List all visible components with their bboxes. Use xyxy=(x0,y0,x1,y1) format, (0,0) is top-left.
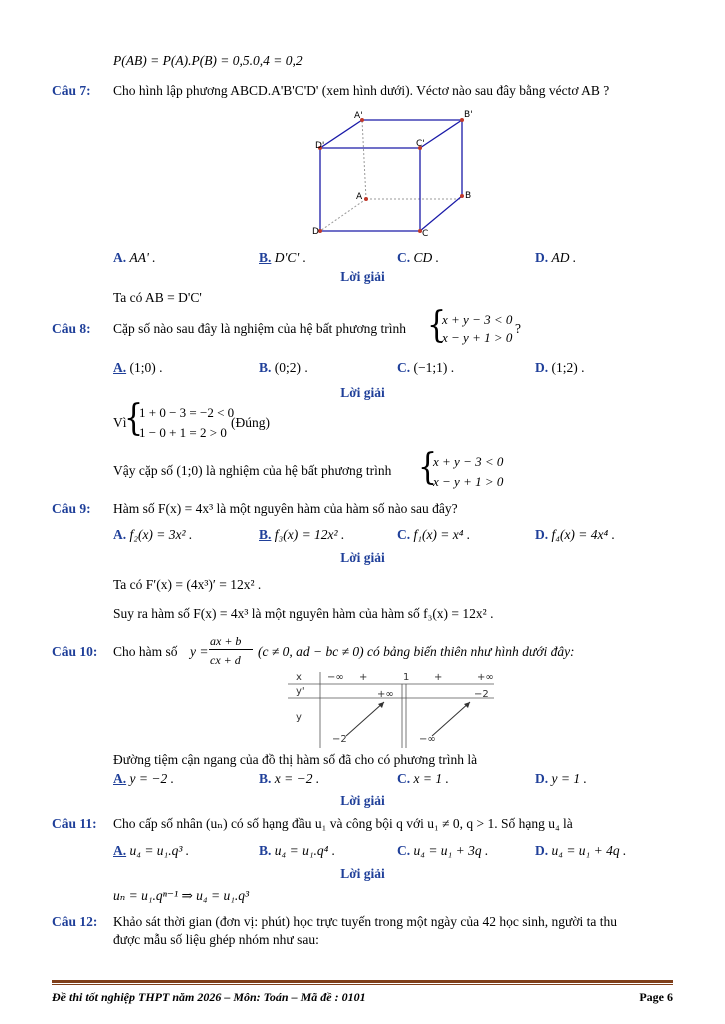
system-brace: { xyxy=(427,304,447,347)
q8-solution-heading: Lời giải xyxy=(340,385,385,400)
question-9-number: Câu 9: xyxy=(52,501,91,516)
label-c-prime: C' xyxy=(416,139,425,149)
q8-option-d: D. (1;2) . xyxy=(535,360,585,375)
footer-page-number: Page 6 xyxy=(639,990,673,1004)
q7-option-b: B. D'C' . xyxy=(259,250,307,265)
label-d-prime: D' xyxy=(315,141,325,151)
q11-solution-text: uₙ = u₁.qⁿ⁻¹ ⇒ u₄ = u₁.q³ xyxy=(113,888,250,903)
q10-y-equals: y = xyxy=(190,644,209,659)
q7-option-d: D. AD . xyxy=(535,250,577,265)
table-plus-1: + xyxy=(359,672,368,683)
table-neg-inf: −∞ xyxy=(327,672,344,683)
q10-fraction-num: ax + b xyxy=(210,634,242,648)
q8-sol-line-2: 1 − 0 + 1 = 2 > 0 xyxy=(139,425,227,440)
q10-option-a: A. y = −2 . xyxy=(113,771,174,786)
label-a: A xyxy=(356,192,363,202)
sol-brace-2: { xyxy=(418,446,438,489)
q8-system-line-2: x − y + 1 > 0 xyxy=(442,330,513,345)
top-formula: P(AB) = P(A).P(B) = 0,5.0,4 = 0,2 xyxy=(113,53,303,68)
q7-option-a: A. AA' . xyxy=(113,250,156,265)
q9-option-a: A. f₂(x) = 3x² . xyxy=(113,527,193,542)
q7-option-c: C. CD . xyxy=(397,250,440,265)
q9-option-b: B. f₃(x) = 12x² . xyxy=(259,527,345,542)
q11-option-c: C. u₄ = u₁ + 3q . xyxy=(397,843,489,858)
cube-figure xyxy=(300,106,490,240)
table-x-label: x xyxy=(296,672,302,683)
question-10-text-2: Đường tiệm cận ngang của đồ thị hàm số đã cho có phương trình là xyxy=(113,752,478,767)
question-7-text: Cho hình lập phương ABCD.A'B'C'D' (xem hình dưới). Véctơ nào sau đây bằng véctơ AB ? xyxy=(113,83,610,98)
question-11-number: Câu 11: xyxy=(52,816,97,831)
table-x-one: 1 xyxy=(403,672,410,683)
q9-option-d: D. f₄(x) = 4x⁴ . xyxy=(535,527,615,542)
question-12-number: Câu 12: xyxy=(52,914,98,929)
question-10-text-post: (c ≠ 0, ad − bc ≠ 0) có bảng biến thiên như hình dưới đây: xyxy=(258,644,575,659)
q11-solution-heading: Lời giải xyxy=(340,866,385,881)
q8-question-mark: ? xyxy=(515,321,521,336)
sol-brace: { xyxy=(124,397,144,440)
q8-option-b: B. (0;2) . xyxy=(259,360,308,375)
label-b: B xyxy=(465,191,472,201)
q10-option-d: D. y = 1 . xyxy=(535,771,587,786)
question-8-number: Câu 8: xyxy=(52,321,91,336)
q8-sol-conclusion: Vậy cặp số (1;0) là nghiệm của hệ bất phương trình xyxy=(113,463,392,478)
question-10-number: Câu 10: xyxy=(52,644,98,659)
footer-rule-thin xyxy=(52,984,673,985)
label-a-prime: A' xyxy=(354,111,363,121)
table-yprime-label: y' xyxy=(296,686,305,697)
q8-sol-line-1: 1 + 0 − 3 = −2 < 0 xyxy=(139,405,235,420)
q8-sol-correct: (Đúng) xyxy=(231,415,270,430)
q9-solution-heading: Lời giải xyxy=(340,550,385,565)
question-8-text: Cặp số nào sau đây là nghiệm của hệ bất phương trình xyxy=(113,321,407,336)
table-y-pos-inf: +∞ xyxy=(377,689,394,700)
table-y-minus2-bottom: −2 xyxy=(332,734,347,745)
q7-solution-heading: Lời giải xyxy=(340,269,385,284)
table-pos-inf: +∞ xyxy=(477,672,494,683)
table-y-neg-inf: −∞ xyxy=(419,734,436,745)
q11-option-d: D. u₄ = u₁ + 4q . xyxy=(535,843,627,858)
question-11-text: Cho cấp số nhân (uₙ) có số hạng đầu u₁ và công bội q với u₁ ≠ 0, q > 1. Số hạng u₄ là xyxy=(113,816,573,831)
label-b-prime: B' xyxy=(464,110,473,120)
question-12-text-2: được mẫu số liệu ghép nhóm như sau: xyxy=(113,932,319,947)
table-y-label: y xyxy=(296,712,302,723)
q11-option-b: B. u₄ = u₁.q⁴ . xyxy=(259,843,336,858)
table-y-minus2-top: −2 xyxy=(474,689,489,700)
q9-sol-line-1: Ta có F′(x) = (4x³)′ = 12x² . xyxy=(113,577,262,592)
footer-exam-title: Đề thi tốt nghiệp THPT năm 2026 – Môn: Toán – Mã đề : 0101 xyxy=(52,990,366,1004)
question-12-text-1: Khảo sát thời gian (đơn vị: phút) học trực tuyến trong một ngày của 42 học sinh, người ta thu xyxy=(113,914,617,929)
question-9-text: Hàm số F(x) = 4x³ là một nguyên hàm của hàm số nào sau đây? xyxy=(113,501,458,516)
footer-rule-thick xyxy=(52,980,673,983)
q8-sol2-line-2: x − y + 1 > 0 xyxy=(433,474,504,489)
q8-system-line-1: x + y − 3 < 0 xyxy=(442,312,513,327)
q9-sol-line-2: Suy ra hàm số F(x) = 4x³ là một nguyên hàm của hàm số f₃(x) = 12x² . xyxy=(113,606,494,621)
q10-fraction-den: cx + d xyxy=(210,653,241,667)
q8-option-a: A. (1;0) . xyxy=(113,360,163,375)
q11-option-a: A. u₄ = u₁.q³ . xyxy=(113,843,190,858)
q7-solution-text: Ta có AB = D'C' xyxy=(113,290,202,305)
q10-fraction-bar xyxy=(209,649,253,650)
q8-option-c: C. (−1;1) . xyxy=(397,360,455,375)
variation-table xyxy=(288,670,500,750)
q10-option-b: B. x = −2 . xyxy=(259,771,320,786)
label-d: D xyxy=(312,227,319,237)
label-c: C xyxy=(422,229,429,239)
question-10-text-pre: Cho hàm số xyxy=(113,644,178,659)
table-plus-2: + xyxy=(434,672,443,683)
q10-option-c: C. x = 1 . xyxy=(397,771,449,786)
q8-sol2-line-1: x + y − 3 < 0 xyxy=(433,454,504,469)
q8-sol-vi: Vì xyxy=(113,415,127,430)
question-7-number: Câu 7: xyxy=(52,83,91,98)
q10-solution-heading: Lời giải xyxy=(340,793,385,808)
q9-option-c: C. f₁(x) = x⁴ . xyxy=(397,527,471,542)
